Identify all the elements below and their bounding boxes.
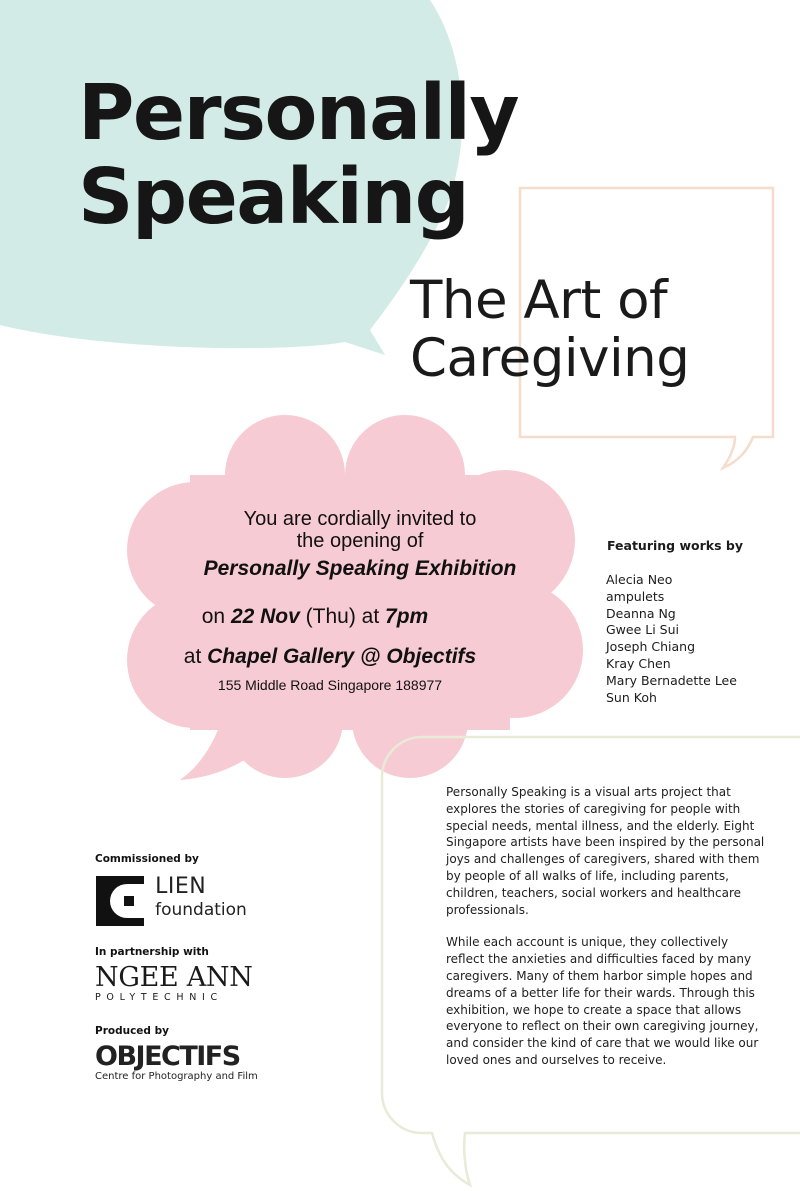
event-time: 7pm [385,605,429,628]
event-day: (Thu) at [305,605,380,628]
invitation-line-1: You are cordially invited to [243,508,477,530]
subtitle-line-2: Caregiving [410,328,690,389]
project-description [446,784,766,1085]
event-venue [90,645,570,669]
venue-address: 155 Middle Road Singapore 188977 [217,677,443,693]
ngee-ann-polytechnic-logo [95,963,253,1003]
at-text: at [183,645,202,668]
subtitle [410,272,689,388]
list-item: Mary Bernadette Lee [606,672,737,688]
list-item: ampulets [606,588,665,604]
list-item: Alecia Neo [606,572,673,587]
list-item: Gwee Li Sui [606,622,680,638]
exhibition-name: Personally Speaking Exhibition [203,557,517,580]
artist-list [606,572,737,706]
objectifs-word: OBJECTIFS [95,1041,240,1072]
invitation-line-2: the opening of [296,530,424,552]
commissioned-label: Commissioned by [95,853,199,865]
objectifs-tagline: Centre for Photography and Film [95,1071,258,1082]
polytechnic-word: POLYTECHNIC [95,992,223,1003]
lien-word: LIEN [155,874,207,899]
produced-label: Produced by [95,1025,169,1037]
subtitle-line-1: The Art of [410,270,668,331]
description-paragraph-1: Personally Speaking is a visual arts project that explores the stories of caregiving for people with special needs, mental illness, and the elderly. Eight Singapore artists have been inspired by the personal joys and challenges of caregivers, shared with them by people of all walks of life, including parents, children, teachers, social workers and healthcare professionals. [446,785,765,917]
page-title [78,69,519,242]
list-item: Joseph Chiang [606,639,696,655]
objectifs-logo [95,1043,258,1083]
list-item: Sun Koh [606,689,657,705]
event-date: 22 Nov [230,605,300,628]
lien-logo-mark-icon [96,876,144,926]
foundation-word: foundation [155,900,247,920]
list-item: Deanna Ng [606,605,676,621]
lien-foundation-logo [96,876,247,926]
event-datetime [60,605,570,629]
title-line-2: Speaking [78,153,469,242]
invitation-block [150,508,570,693]
partnership-label: In partnership with [95,946,209,958]
list-item: Kray Chen [606,655,671,671]
description-paragraph-2: While each account is unique, they collectively reflect the anxieties and difficulties faced by many caregivers. Many of them harbor simple hopes and dreams of a better life for their wards. Through this exhibition, we hope to create a space that allows everyone to reflect on their own caregiving journey, and consider the kind of care that we would like our loved ones and ourselves to receive. [446,935,759,1067]
venue-name: Chapel Gallery @ Objectifs [207,645,477,668]
on-text: on [201,605,226,628]
featuring-heading: Featuring works by [607,538,743,553]
lien-wordmark [155,876,247,922]
title-line-1: Personally [78,69,519,158]
ngee-ann-word: NGEE ANN [95,962,253,993]
